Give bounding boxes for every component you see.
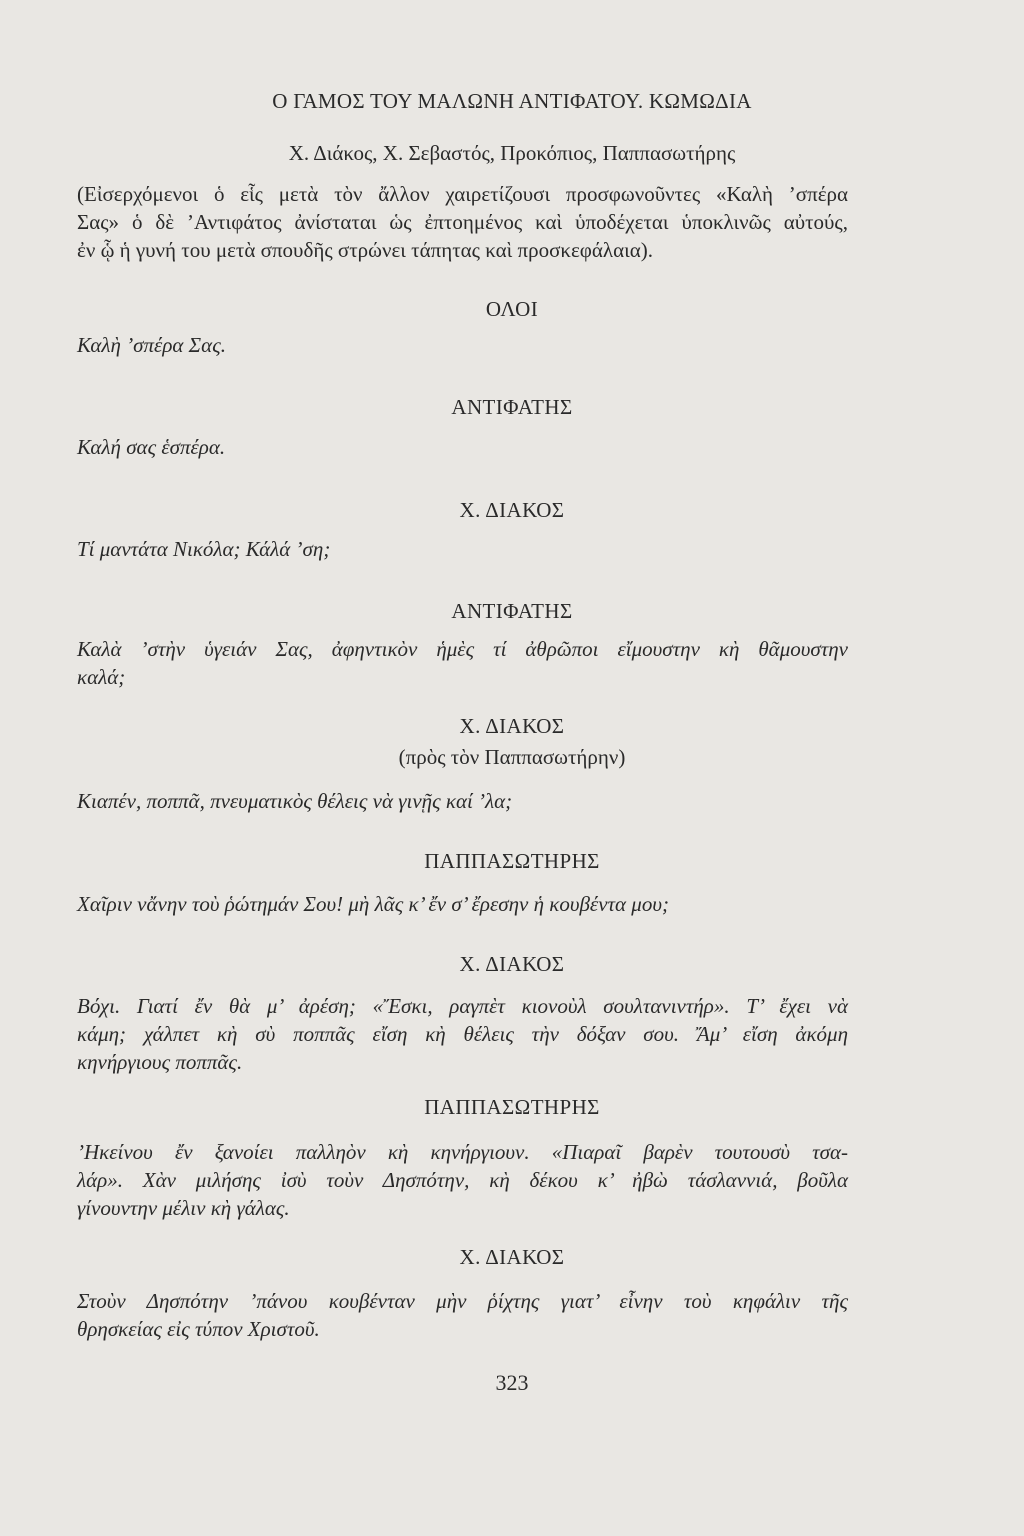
page-title: Ο ΓΑΜΟΣ ΤΟΥ ΜΑΛΩΝΗ ΑΝΤΙΦΑΤΟΥ. ΚΩΜΩΔΙΑ: [272, 89, 752, 113]
speaker-direction: (πρὸς τὸν Παππασωτήρην): [398, 745, 626, 769]
speaker-name: Χ. ΔΙΑΚΟΣ: [459, 714, 565, 738]
dialogue-line: Βόχι. Γιατί ἔν θὰ μ’ ἀρέση; «Ἔσκι, ραγπὲτ κιονοὺλ σουλτανιντήρ». Τ’ ἔχει νὰ: [77, 994, 848, 1018]
dialogue-text: [77, 636, 848, 692]
speaker-name: Χ. ΔΙΑΚΟΣ: [459, 498, 565, 522]
stage-direction-line: ἐν ᾧ ἡ γυνή του μετὰ σπουδῆς στρώνει τάπητας καὶ προσκεφάλαια).: [77, 238, 654, 262]
dialogue-text: [77, 1288, 848, 1344]
dialogue-line: Καλὰ ’στὴν ὑγειάν Σας, ἀφηντικὸν ἡμὲς τί ἀθρῶποι εἴμουστην κὴ θᾶμουστην: [77, 637, 848, 661]
dialogue-line: Καλή σας ἑσπέρα.: [77, 435, 226, 459]
dialogue-line: καλά;: [77, 665, 126, 689]
speaker-name: Χ. ΔΙΑΚΟΣ: [459, 1245, 565, 1269]
dialogue-line: κηνήργιους ποππᾶς.: [77, 1050, 243, 1074]
dialogue-line: ’Ηκείνου ἔν ξανοίει παλληὸν κὴ κηνήργιουν. «Πιαραῖ βαρὲν τουτουσὺ τσα-: [77, 1140, 848, 1164]
characters-list: Χ. Διάκος, Χ. Σεβαστός, Προκόπιος, Παππασωτήρης: [288, 141, 736, 165]
dialogue-line: Κιαπέν, ποππᾶ, πνευματικὸς θέλεις νὰ γινῇς καί ’λα;: [77, 789, 513, 813]
dialogue-line: Καλὴ ’σπέρα Σας.: [77, 333, 226, 357]
speaker-name: ΑΝΤΙΦΑΤΗΣ: [451, 599, 573, 623]
dialogue-text: [77, 993, 848, 1077]
dialogue-line: γίνουντην μέλιν κὴ γάλας.: [77, 1196, 290, 1220]
dialogue-line: κάμη; χάλπετ κὴ σὺ ποππᾶς εἴση κὴ θέλεις τὴν δόξαν σου. Ἄμ’ εἴση ἀκόμη: [77, 1022, 848, 1046]
page-number: 323: [495, 1370, 529, 1395]
speaker-name: ΠΑΠΠΑΣΩΤΗΡΗΣ: [424, 1095, 600, 1119]
stage-direction-line: Σας» ὁ δὲ ’Αντιφάτος ἀνίσταται ὡς ἐπτοημένος καὶ ὑποδέχεται ὑποκλινῶς αὐτούς,: [77, 210, 848, 234]
stage-direction: [77, 181, 848, 265]
speaker-name: ΠΑΠΠΑΣΩΤΗΡΗΣ: [424, 849, 600, 873]
dialogue-line: Χαῖριν νἄνην τοὺ ῥώτημάν Σου! μὴ λᾶς κ’ ἔν σ’ ἔρεσην ἡ κουβέντα μου;: [77, 892, 669, 916]
speaker-name: Χ. ΔΙΑΚΟΣ: [459, 952, 565, 976]
dialogue-text: [77, 1139, 848, 1223]
speaker-name: ΑΝΤΙΦΑΤΗΣ: [451, 395, 573, 419]
dialogue-line: Στοὺν Δησπότην ’πάνου κουβένταν μὴν ῥίχτης γιατ’ εἶνην τοὺ κηφάλιν τῆς: [77, 1289, 848, 1313]
dialogue-line: λάρ». Χὰν μιλήσης ἰσὺ τοὺν Δησπότην, κὴ δέκου κ’ ἠβὼ τάσλαννιά, βοῦλα: [77, 1168, 848, 1192]
speaker-name: ΟΛΟΙ: [485, 297, 539, 321]
dialogue-line: Τί μαντάτα Νικόλα; Κάλά ’ση;: [77, 537, 331, 561]
dialogue-line: θρησκείας εἰς τύπον Χριστοῦ.: [77, 1317, 320, 1341]
stage-direction-line: (Εἰσερχόμενοι ὁ εἷς μετὰ τὸν ἄλλον χαιρετίζουσι προσφωνοῦντες «Καλὴ ’σπέρα: [77, 182, 848, 206]
